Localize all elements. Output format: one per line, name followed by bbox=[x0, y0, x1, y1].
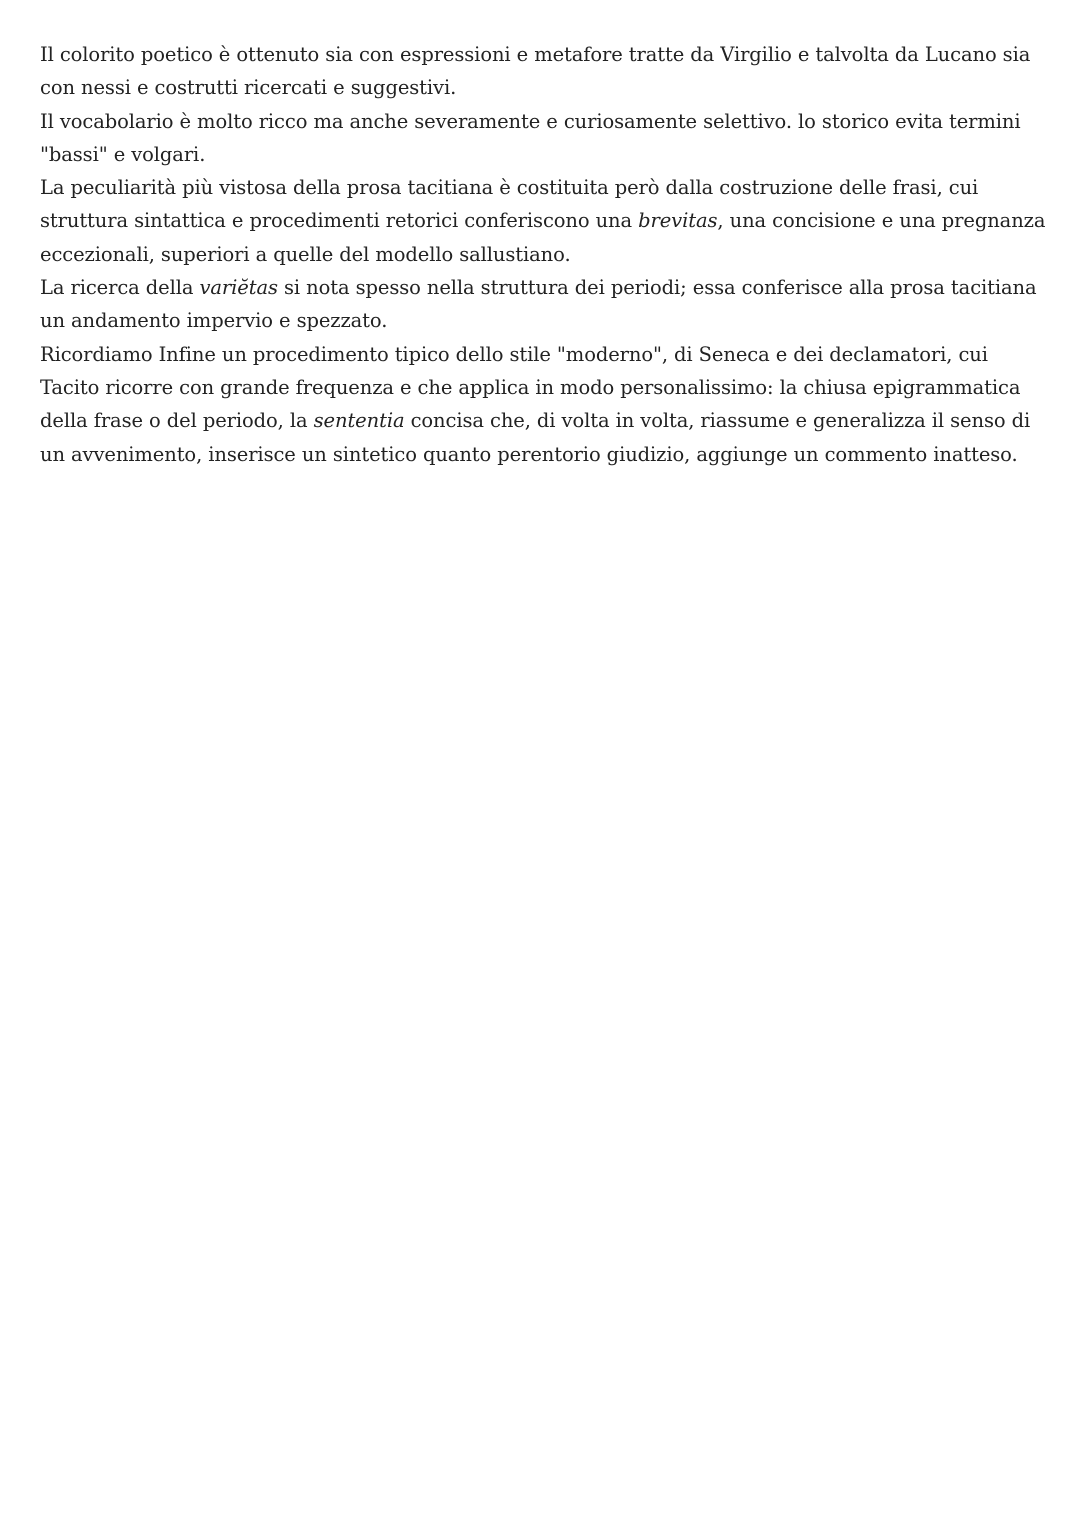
paragraph-text: si nota spesso nella struttura dei periodi; essa conferisce alla prosa tacitiana un andamento impervio e spezzato. bbox=[40, 276, 1037, 333]
paragraph-text: Il colorito poetico è ottenuto sia con espressioni e metafore tratte da Virgilio e talvolta da Lucano sia con nessi e costrutti ricercati e suggestivi. bbox=[40, 43, 1031, 100]
paragraph-varietas bbox=[40, 271, 1050, 338]
paragraph-peculiarita bbox=[40, 171, 1050, 271]
paragraph-text: concisa che, di volta in volta, riassume e generalizza il senso di un avvenimento, inserisce un sintetico quanto perentorio giudizio, aggiunge un commento inatteso. bbox=[40, 409, 1031, 466]
document-body bbox=[40, 38, 1050, 471]
paragraph-text: La ricerca della bbox=[40, 276, 200, 300]
paragraph-text: Il vocabolario è molto ricco ma anche severamente e curiosamente selettivo. lo storico evita termini "bassi" e volgari. bbox=[40, 109, 1021, 166]
term-varietas: variĕtas bbox=[199, 276, 278, 300]
paragraph-vocabolario bbox=[40, 105, 1050, 172]
term-sententia: sententia bbox=[313, 409, 405, 433]
paragraph-text: La peculiarità più vistosa della prosa tacitiana è costituita però dalla costruzione delle frasi, cui struttura sintattica e procedimenti retorici conferiscono una bbox=[40, 176, 979, 233]
term-brevitas: brevitas bbox=[638, 209, 718, 233]
paragraph-text: Ricordiamo Infine un procedimento tipico dello stile "moderno", di Seneca e dei declamatori, cui Tacito ricorre con grande frequenza e che applica in modo personalissimo: la chiusa epigrammatica della frase o del periodo, la bbox=[40, 342, 1021, 433]
paragraph-text: , una concisione e una pregnanza eccezionali, superiori a quelle del modello sallustiano. bbox=[40, 209, 1046, 266]
paragraph-sententia bbox=[40, 338, 1050, 471]
paragraph-colorito-poetico bbox=[40, 38, 1050, 105]
